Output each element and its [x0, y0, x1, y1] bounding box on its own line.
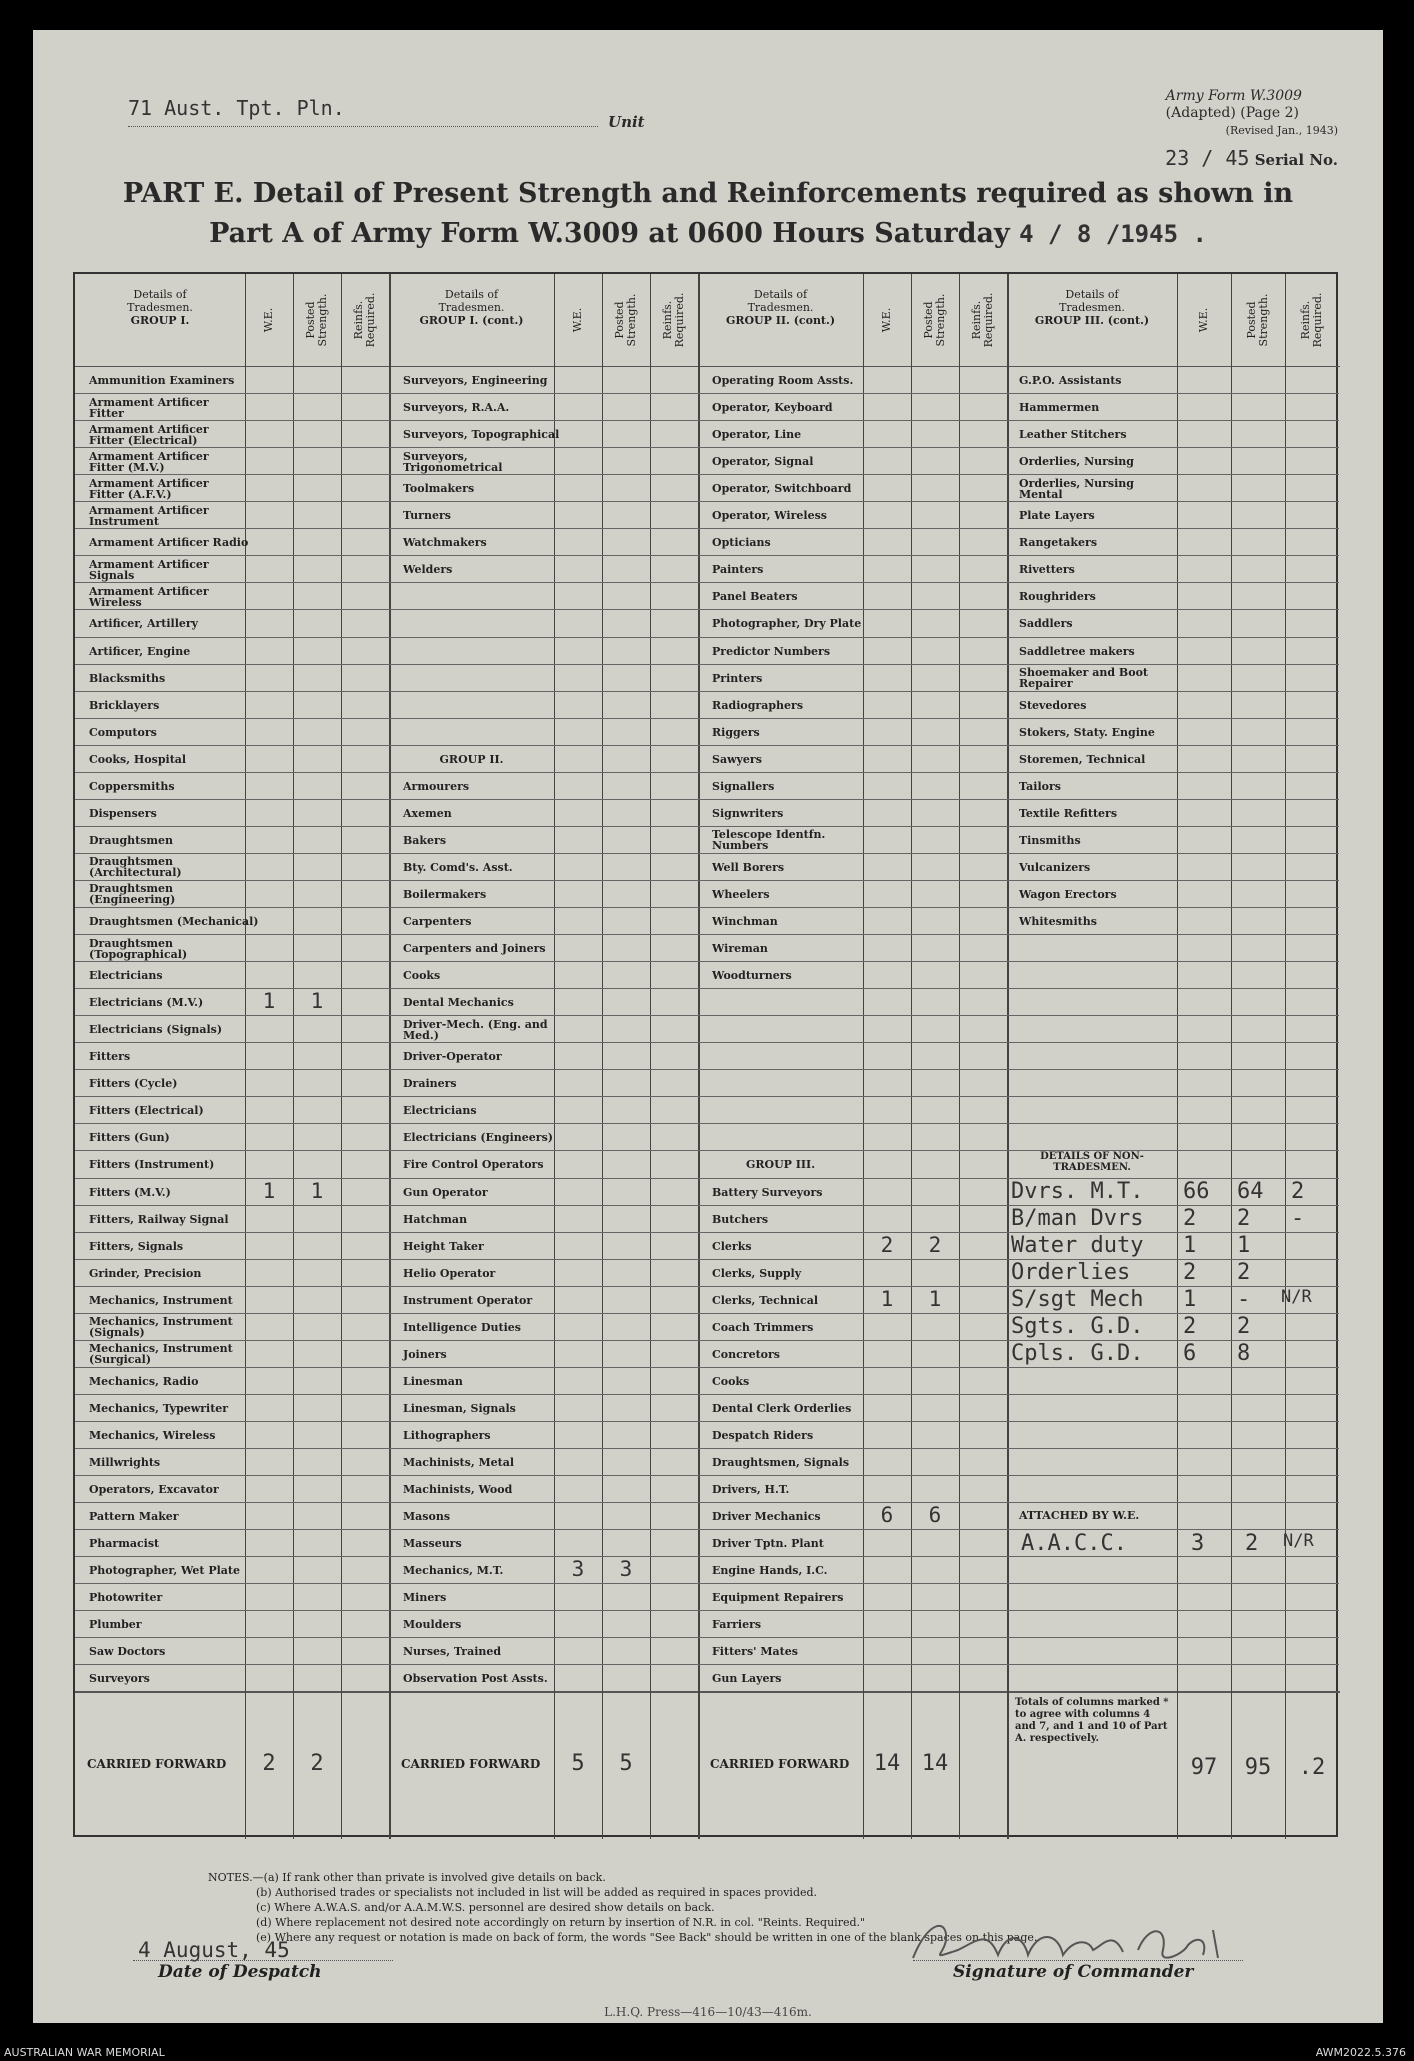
attached-value: 2	[1245, 1531, 1259, 1557]
trade-label: Mechanics, Wireless	[89, 1428, 216, 1442]
trade-label: Coach Trimmers	[712, 1320, 814, 1334]
non-tradesman-value: 64	[1237, 1178, 1264, 1204]
trade-label: Mechanics, Typewriter	[89, 1401, 229, 1415]
trade-label: Draughtsmen (Mechanical)	[89, 915, 259, 929]
trade-label: Woodturners	[712, 969, 792, 983]
trade-label: Rivetters	[1019, 563, 1075, 577]
non-tradesman-value: 1	[1183, 1286, 1197, 1312]
trade-label: Operator, Signal	[712, 455, 814, 469]
note-a: NOTES.—(a) If rank other than private is involved give details on back.	[208, 1871, 606, 1884]
carried-forward-value: 5	[571, 1751, 585, 1777]
non-tradesman-value: 2	[1237, 1205, 1251, 1231]
trade-label: Computors	[89, 725, 157, 739]
trade-label: Millwrights	[89, 1456, 161, 1470]
trade-label: Grinder, Precision	[89, 1266, 202, 1280]
note-b: (b) Authorised trades or specialists not included in list will be added as required in spaces provided.	[256, 1886, 818, 1899]
column-header-line: GROUP II. (cont.)	[725, 314, 836, 327]
trade-label: Saddletree makers	[1019, 644, 1135, 658]
trade-label: Orderlies, Nursing	[1019, 455, 1134, 469]
non-tradesmen-heading: DETAILS OF NON-TRADESMEN.	[1040, 1151, 1144, 1174]
trade-label: Draughtsmen (Engineering)	[89, 882, 176, 907]
non-tradesman-label: Sgts. G.D.	[1011, 1313, 1144, 1339]
non-tradesman-value: 2	[1291, 1178, 1305, 1204]
non-tradesman-label: Cpls. G.D.	[1011, 1340, 1144, 1366]
column-header-posted: Posted Strength.	[304, 293, 329, 347]
trade-label: Gun Layers	[712, 1672, 782, 1686]
trade-label: Clerks, Technical	[712, 1293, 818, 1307]
archive-reference: AWM2022.5.376	[1315, 2046, 1406, 2059]
column-header-reinfs: Reinfs. Required.	[1299, 292, 1324, 348]
non-tradesman-value: -	[1237, 1286, 1251, 1312]
non-tradesman-label: Dvrs. M.T.	[1011, 1178, 1144, 1204]
non-tradesman-label: Water duty	[1011, 1232, 1144, 1258]
trade-label: Lithographers	[403, 1428, 491, 1442]
carried-forward-label: CARRIED FORWARD	[401, 1757, 541, 1772]
column-header-line: Tradesmen.	[438, 301, 505, 314]
trade-label: Mechanics, Instrument	[89, 1293, 233, 1307]
trade-label: Operating Room Assts.	[712, 374, 854, 388]
column-header-we: W.E.	[262, 307, 275, 333]
non-tradesman-value: 2	[1183, 1205, 1197, 1231]
strength-value: 3	[619, 1557, 633, 1582]
strength-table	[73, 272, 1338, 1837]
trade-label: Telescope Identfn. Numbers	[712, 828, 826, 853]
trade-label: Driver Tptn. Plant	[712, 1537, 824, 1551]
trade-label: Instrument Operator	[403, 1293, 533, 1307]
commander-signature	[898, 1910, 1268, 1970]
trade-label: Photographer, Dry Plate	[712, 617, 862, 631]
column-header-we: W.E.	[880, 307, 893, 333]
non-tradesman-value: N/R	[1281, 1286, 1312, 1307]
column-header-posted: Posted Strength.	[613, 293, 638, 347]
non-tradesman-value: 1	[1237, 1232, 1251, 1258]
column-header-group	[1011, 288, 1173, 327]
attached-value: 3	[1191, 1531, 1205, 1557]
trade-label: Surveyors, R.A.A.	[403, 401, 510, 415]
non-tradesman-value: 1	[1183, 1232, 1197, 1258]
trade-label: Bty. Comd's. Asst.	[403, 860, 513, 874]
trade-label: Driver Mechanics	[712, 1510, 821, 1524]
trade-label: Leather Stitchers	[1019, 428, 1127, 442]
trade-label: Boilermakers	[403, 887, 487, 901]
trade-label: Armament Artificer Wireless	[89, 584, 209, 609]
serial-label: Serial No.	[1254, 151, 1338, 169]
trade-label: Riggers	[712, 725, 760, 739]
note-d: (d) Where replacement not desired note accordingly on return by insertion of N.R. in col. "Reints. Required."	[256, 1916, 866, 1929]
trade-label: Drivers, H.T.	[712, 1483, 790, 1497]
trade-label: Height Taker	[403, 1239, 484, 1253]
serial-number	[1165, 146, 1338, 170]
strength-value: 1	[262, 1178, 276, 1203]
unit-name: 71 Aust. Tpt. Pln.	[128, 96, 345, 120]
serial-value: 23 / 45	[1165, 146, 1250, 170]
trade-label: Armament Artificer Instrument	[89, 503, 209, 528]
trade-label: Pattern Maker	[89, 1510, 179, 1524]
column-header-group	[702, 288, 859, 327]
despatch-date: 4 August, 45	[138, 1938, 290, 1962]
note-e: (e) Where any request or notation is made on back of form, the words "See Back" should be written in one of the blank spaces on this page.	[256, 1931, 1038, 1944]
note-c: (c) Where A.W.A.S. and/or A.A.M.W.S. personnel are desired show details on back.	[256, 1901, 715, 1914]
trade-label: Intelligence Duties	[403, 1320, 521, 1334]
column-header-reinfs: Reinfs. Required.	[661, 292, 686, 348]
column-header-line: Details of	[133, 288, 187, 301]
trade-label: Electricians (M.V.)	[89, 996, 204, 1010]
trade-label: Dental Mechanics	[403, 996, 514, 1010]
trade-label: Whitesmiths	[1019, 915, 1097, 929]
carried-forward-label: CARRIED FORWARD	[710, 1757, 850, 1772]
trade-label: Operator, Line	[712, 428, 802, 442]
trade-label: Armament Artificer Fitter (M.V.)	[89, 449, 209, 474]
column-header-posted: Posted Strength.	[922, 293, 947, 347]
strength-value: 1	[880, 1286, 894, 1311]
trade-label: Well Borers	[712, 860, 785, 874]
trade-label: Nurses, Trained	[403, 1645, 502, 1659]
trade-label: Fitters (Electrical)	[89, 1104, 204, 1118]
attached-heading: ATTACHED BY W.E.	[1019, 1509, 1140, 1523]
trade-label: Fitters, Signals	[89, 1239, 184, 1253]
column-header-group	[79, 288, 241, 327]
trade-label: Masons	[403, 1510, 451, 1524]
trade-label: Pharmacist	[89, 1537, 160, 1551]
trade-label: Bricklayers	[89, 698, 160, 712]
strength-value: 6	[880, 1503, 894, 1528]
despatch-label: Date of Despatch	[158, 1962, 322, 1982]
trade-label: Signallers	[712, 779, 775, 793]
trade-label: Stokers, Staty. Engine	[1019, 725, 1155, 739]
trade-label: Fitters	[89, 1050, 131, 1064]
trade-label: Radiographers	[712, 698, 804, 712]
trade-label: Fire Control Operators	[403, 1158, 544, 1172]
trade-label: Armament Artificer Signals	[89, 557, 209, 582]
trade-label: Armament Artificer Fitter	[89, 395, 209, 420]
army-form-adapted: (Adapted) (Page 2)	[1165, 105, 1299, 121]
carried-forward-value: 14	[873, 1751, 901, 1777]
trade-label: Stevedores	[1019, 698, 1087, 712]
total-value: 97	[1190, 1755, 1218, 1781]
trade-label: Machinists, Metal	[403, 1456, 515, 1470]
trade-label: Electricians	[403, 1104, 477, 1118]
trade-label: Mechanics, M.T.	[403, 1564, 504, 1578]
form-title-line2	[33, 218, 1383, 249]
strength-value: 1	[310, 989, 324, 1014]
trade-label: Tailors	[1019, 779, 1061, 793]
trade-label: Printers	[712, 671, 763, 685]
non-tradesman-value: 2	[1183, 1313, 1197, 1339]
trade-label: Equipment Repairers	[712, 1591, 844, 1605]
trade-label: Axemen	[403, 806, 452, 820]
non-tradesman-value: 66	[1183, 1178, 1210, 1204]
trade-label: Fitters (M.V.)	[89, 1185, 171, 1199]
trade-label: Armament Artificer Fitter (Electrical)	[89, 422, 209, 447]
non-tradesman-value: 2	[1183, 1259, 1197, 1285]
non-tradesman-value: 8	[1237, 1340, 1251, 1366]
printer-imprint: L.H.Q. Press—416—10/43—416m.	[604, 2005, 812, 2019]
trade-label: Dispensers	[89, 806, 157, 820]
trade-label: Saw Doctors	[89, 1645, 166, 1659]
trade-label: Wheelers	[712, 887, 770, 901]
trade-label: Despatch Riders	[712, 1428, 814, 1442]
trade-label: Rangetakers	[1019, 536, 1098, 550]
trade-label: Vulcanizers	[1019, 860, 1091, 874]
trade-label: Electricians (Engineers)	[403, 1131, 553, 1145]
trade-label: Hammermen	[1019, 401, 1100, 415]
carried-forward-value: 2	[310, 1751, 324, 1777]
column-header-line: Tradesmen.	[747, 301, 814, 314]
strength-value: 1	[310, 1178, 324, 1203]
trade-label: Engine Hands, I.C.	[712, 1564, 828, 1578]
form-title-line1: PART E. Detail of Present Strength and Reinforcements required as shown in	[122, 178, 1294, 209]
trade-label: Operator, Wireless	[712, 509, 827, 523]
strength-value: 2	[880, 1232, 894, 1257]
trade-label: Mechanics, Instrument (Signals)	[89, 1315, 233, 1340]
trade-label: Opticians	[712, 536, 771, 550]
strength-value: 1	[928, 1286, 942, 1311]
trade-label: Cooks, Hospital	[89, 752, 187, 766]
trade-label: Draughtsmen, Signals	[712, 1456, 850, 1470]
trade-label: Turners	[403, 509, 451, 523]
form-page	[33, 30, 1383, 2023]
trade-label: Operator, Switchboard	[712, 482, 852, 496]
army-form-block	[1166, 88, 1338, 139]
trade-label: Saddlers	[1019, 617, 1073, 631]
trade-label: Winchman	[712, 915, 778, 929]
carried-forward-value: 14	[921, 1751, 949, 1777]
title-date: 4 / 8 /1945 .	[1019, 220, 1207, 248]
trade-label: Panel Beaters	[712, 590, 798, 604]
trade-label: Joiners	[403, 1347, 447, 1361]
trade-label: Moulders	[403, 1618, 462, 1632]
trade-label: Draughtsmen	[89, 833, 174, 847]
trade-label: Operator, Keyboard	[712, 401, 833, 415]
non-tradesman-value: 2	[1237, 1313, 1251, 1339]
trade-label: Hatchman	[403, 1212, 468, 1226]
trade-label: Bakers	[403, 833, 447, 847]
strength-value: 6	[928, 1503, 942, 1528]
trade-label: Surveyors, Trigonometrical	[403, 449, 503, 474]
trade-label: Fitters (Gun)	[89, 1131, 170, 1145]
trade-label: Mechanics, Radio	[89, 1374, 199, 1388]
column-header-reinfs: Reinfs. Required.	[970, 292, 995, 348]
trade-label: Photographer, Wet Plate	[89, 1564, 241, 1578]
trade-label: Coppersmiths	[89, 779, 175, 793]
trade-label: Ammunition Examiners	[89, 374, 235, 388]
attached-value: N/R	[1283, 1531, 1314, 1552]
column-header-line: Details of	[753, 288, 808, 301]
totals-note: Totals of columns marked * to agree with columns 4 and 7, and 1 and 10 of Part A. respectively.	[1015, 1697, 1169, 1745]
trade-label: Operators, Excavator	[89, 1483, 219, 1497]
trade-label: Mechanics, Instrument (Surgical)	[89, 1342, 233, 1367]
trade-label: Butchers	[712, 1212, 769, 1226]
column-header-line: Tradesmen.	[127, 301, 193, 314]
non-tradesman-label: Orderlies	[1011, 1259, 1131, 1285]
trade-label: Storemen, Technical	[1019, 752, 1146, 766]
strength-value: 2	[928, 1232, 942, 1257]
column-header-line: GROUP I. (cont.)	[419, 314, 524, 327]
trade-label: Toolmakers	[403, 482, 475, 496]
non-tradesman-label: B/man Dvrs	[1011, 1205, 1144, 1231]
trade-label: Fitters (Instrument)	[89, 1158, 215, 1172]
trade-label: Clerks, Supply	[712, 1266, 802, 1280]
trade-label: Watchmakers	[403, 536, 487, 550]
trade-label: Fitters' Mates	[712, 1645, 798, 1659]
trade-label: Surveyors	[89, 1672, 150, 1686]
trade-label: Wireman	[712, 942, 768, 956]
trade-label: Predictor Numbers	[712, 644, 831, 658]
trade-label: Concretors	[712, 1347, 780, 1361]
trade-label: Blacksmiths	[89, 671, 166, 685]
carried-forward-value: 2	[262, 1751, 276, 1777]
carried-forward-value: 5	[619, 1751, 633, 1777]
trade-label: Cooks	[712, 1374, 750, 1388]
trade-label: Gun Operator	[403, 1185, 488, 1199]
total-value: 95	[1244, 1755, 1272, 1781]
trade-label: Electricians	[89, 969, 163, 983]
trade-label: Fitters (Cycle)	[89, 1077, 178, 1091]
trade-label: Driver-Operator	[403, 1050, 502, 1064]
trade-label: Sawyers	[712, 752, 762, 766]
trade-label: GROUP III.	[745, 1158, 816, 1172]
column-header-group	[393, 288, 550, 327]
signature-label: Signature of Commander	[953, 1962, 1194, 1982]
trade-label: GROUP II.	[439, 752, 504, 766]
trade-label: Carpenters and Joiners	[403, 942, 546, 956]
column-header-line: Details of	[444, 288, 499, 301]
column-header-line: Details of	[1065, 288, 1119, 301]
trade-label: Miners	[403, 1591, 447, 1605]
trade-label: Armament Artificer Radio	[89, 536, 249, 550]
strength-value: 1	[262, 989, 276, 1014]
non-tradesman-value: 2	[1237, 1259, 1251, 1285]
trade-label: Battery Surveyors	[712, 1185, 823, 1199]
trade-label: Dental Clerk Orderlies	[712, 1401, 852, 1415]
column-header-line: GROUP III. (cont.)	[1034, 314, 1150, 327]
trade-label: Cooks	[403, 969, 441, 983]
trade-label: Plate Layers	[1019, 509, 1095, 523]
trade-label: Draughtsmen (Architectural)	[89, 855, 182, 880]
trade-label: Wagon Erectors	[1019, 887, 1117, 901]
trade-label: Armament Artificer Fitter (A.F.V.)	[89, 476, 209, 501]
trade-label: Machinists, Wood	[403, 1483, 513, 1497]
column-header-we: W.E.	[571, 307, 584, 333]
trade-label: Helio Operator	[403, 1266, 496, 1280]
army-form-revised: (Revised Jan., 1943)	[1225, 124, 1338, 137]
trade-label: Photowriter	[89, 1591, 163, 1605]
trade-label: Electricians (Signals)	[89, 1023, 223, 1037]
trade-label: Linesman	[403, 1374, 463, 1388]
trade-label: Clerks	[712, 1239, 752, 1253]
column-header-we: W.E.	[1197, 307, 1210, 333]
carried-forward-label: CARRIED FORWARD	[87, 1757, 227, 1772]
trade-label: Carpenters	[403, 915, 472, 929]
archive-credit: AUSTRALIAN WAR MEMORIAL	[4, 2046, 165, 2059]
trade-label: Shoemaker and Boot Repairer	[1019, 666, 1148, 691]
column-header-line: Tradesmen.	[1059, 301, 1125, 314]
trade-label: G.P.O. Assistants	[1019, 374, 1122, 388]
trade-label: Drainers	[403, 1077, 457, 1091]
trade-label: Signwriters	[712, 806, 784, 820]
trade-label: Painters	[712, 563, 764, 577]
trade-label: Textile Refitters	[1019, 806, 1118, 820]
non-tradesman-value: 6	[1183, 1340, 1197, 1366]
trade-label: Draughtsmen (Topographical)	[89, 936, 188, 961]
strength-value: 3	[571, 1557, 585, 1582]
column-header-reinfs: Reinfs. Required.	[352, 292, 377, 348]
trade-label: Linesman, Signals	[403, 1401, 516, 1415]
trade-label: Plumber	[89, 1618, 142, 1632]
trade-label: Roughriders	[1019, 590, 1096, 604]
trade-label: Fitters, Railway Signal	[89, 1212, 229, 1226]
trade-label: Surveyors, Topographical	[403, 428, 560, 442]
unit-label: Unit	[608, 113, 645, 131]
trade-label: Tinsmiths	[1019, 833, 1081, 847]
trade-label: Artificer, Engine	[89, 644, 191, 658]
trade-label: Artificer, Artillery	[89, 617, 199, 631]
trade-label: Observation Post Assts.	[403, 1672, 548, 1686]
trade-label: Driver-Mech. (Eng. and Med.)	[403, 1017, 548, 1042]
non-tradesman-label: S/sgt Mech	[1011, 1286, 1144, 1312]
non-tradesman-value: -	[1291, 1205, 1305, 1231]
trade-label: Farriers	[712, 1618, 762, 1632]
total-value: .2	[1298, 1755, 1326, 1781]
trade-label: Armourers	[403, 779, 470, 793]
column-header-posted: Posted Strength.	[1245, 293, 1270, 347]
attached-label: A.A.C.C.	[1021, 1531, 1127, 1557]
column-header-line: GROUP I.	[130, 314, 190, 327]
trade-label: Orderlies, Nursing Mental	[1019, 476, 1134, 501]
title-prefix: Part A of Army Form W.3009 at 0600 Hours Saturday	[209, 218, 1010, 249]
trade-label: Welders	[403, 563, 453, 577]
army-form-number: Army Form W.3009	[1165, 88, 1302, 104]
trade-label: Masseurs	[403, 1537, 462, 1551]
trade-label: Surveyors, Engineering	[403, 374, 548, 388]
